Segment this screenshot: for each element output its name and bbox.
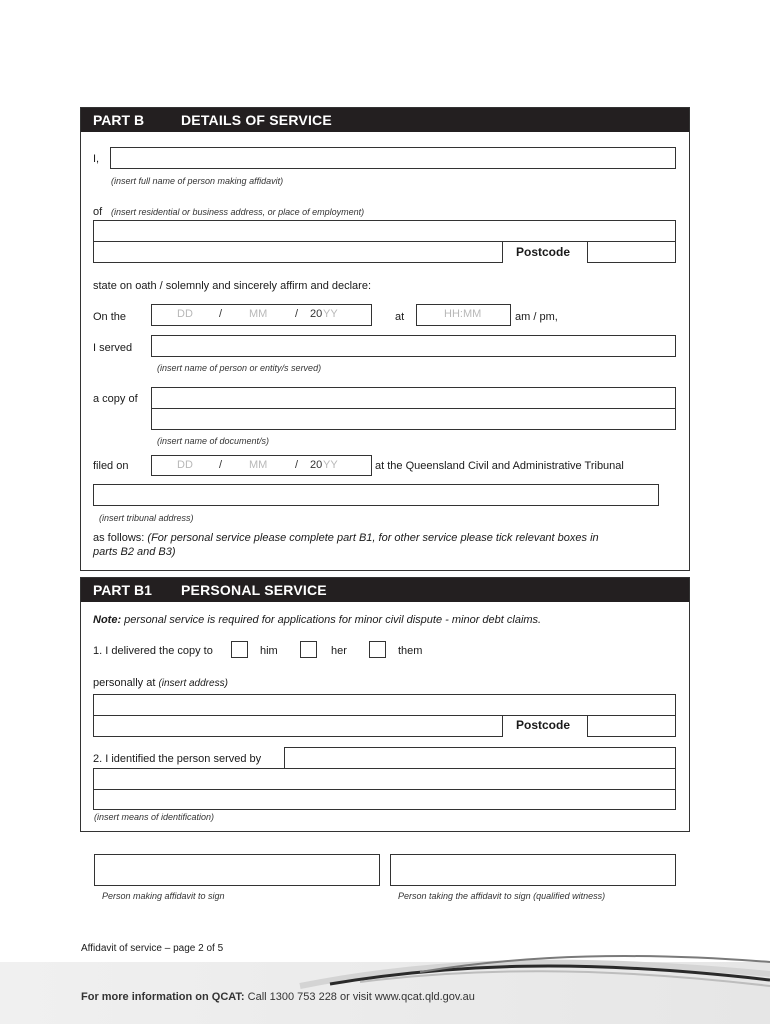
delivered-label: 1. I delivered the copy to: [93, 645, 213, 657]
personally-at-text: [93, 677, 228, 689]
address-hint: (insert residential or business address, or place of employment): [111, 207, 365, 217]
them-checkbox[interactable]: [369, 641, 386, 658]
address-line-2-field[interactable]: [93, 241, 503, 263]
i-label: I,: [93, 153, 100, 165]
full-name-field[interactable]: [110, 147, 676, 169]
footer-contact-info: [81, 991, 475, 1003]
full-name-hint: (insert full name of person making affidavit): [111, 176, 284, 186]
personal-postcode-label: Postcode: [516, 718, 571, 732]
witness-signature-field[interactable]: [390, 854, 676, 886]
as-follows-prefix: as follows:: [93, 532, 148, 544]
filed-on-label: filed on: [93, 460, 129, 472]
her-checkbox[interactable]: [300, 641, 317, 658]
served-label: I served: [93, 342, 133, 354]
footer-info-text: Call 1300 753 228 or visit www.qcat.qld.gov.au: [244, 991, 475, 1003]
filed-date-mm: MM: [249, 459, 268, 471]
note-body: personal service is required for applications for minor civil dispute - minor debt claims.: [121, 614, 542, 626]
note-label: Note:: [93, 614, 122, 626]
on-the-label: On the: [93, 311, 127, 323]
service-date-slash-1: /: [219, 308, 223, 320]
footer-wave-graphic: [0, 950, 770, 1024]
part-b-code: PART B: [93, 112, 145, 128]
service-date-dd: DD: [177, 308, 193, 320]
page-number-label: Affidavit of service – page 2 of 5: [81, 943, 224, 954]
witness-signature-caption: Person taking the affidavit to sign (qualified witness): [398, 891, 606, 901]
affiant-signature-field[interactable]: [94, 854, 380, 886]
postcode-label: Postcode: [516, 245, 571, 259]
service-date-slash-2: /: [295, 308, 299, 320]
him-checkbox[interactable]: [231, 641, 248, 658]
service-time-field[interactable]: [416, 304, 511, 326]
filed-date-slash-1: /: [219, 459, 223, 471]
service-date-yy: YY: [323, 308, 338, 320]
tribunal-address-hint: (insert tribunal address): [99, 513, 194, 523]
part-b-title: DETAILS OF SERVICE: [181, 112, 332, 128]
tribunal-text: at the Queensland Civil and Administrative Tribunal: [375, 460, 624, 472]
document-line-2-field[interactable]: [151, 408, 676, 430]
identified-label: 2. I identified the person served by: [93, 753, 262, 765]
identification-line-1-field[interactable]: [284, 747, 676, 769]
him-label: him: [260, 645, 278, 657]
tribunal-address-field[interactable]: [93, 484, 659, 506]
service-date-century: 20: [310, 308, 323, 320]
personally-at-label: personally at: [93, 677, 159, 689]
as-follows-line-2: parts B2 and B3): [93, 546, 176, 558]
footer-info-label: For more information on QCAT:: [81, 991, 245, 1003]
am-pm-label: am / pm,: [515, 311, 558, 323]
personal-address-line-2-field[interactable]: [93, 715, 503, 737]
served-party-hint: (insert name of person or entity/s served): [157, 363, 322, 373]
her-label: her: [331, 645, 347, 657]
filed-date-slash-2: /: [295, 459, 299, 471]
part-b-header: [81, 108, 689, 132]
document-line-1-field[interactable]: [151, 387, 676, 409]
address-line-1-field[interactable]: [93, 220, 676, 242]
copy-of-label: a copy of: [93, 393, 138, 405]
service-time-placeholder: HH:MM: [444, 308, 482, 320]
filed-date-dd: DD: [177, 459, 193, 471]
service-date-mm: MM: [249, 308, 268, 320]
as-follows-line-1: (For personal service please complete part B1, for other service please tick relevant boxes in: [147, 532, 599, 544]
served-party-field[interactable]: [151, 335, 676, 357]
filed-date-yy: YY: [323, 459, 338, 471]
part-b1-code: PART B1: [93, 582, 152, 598]
personal-postcode-field[interactable]: [587, 715, 676, 737]
as-follows-text: [93, 531, 673, 559]
identification-hint: (insert means of identification): [94, 812, 215, 822]
filed-date-century: 20: [310, 459, 323, 471]
at-label: at: [395, 311, 405, 323]
affiant-signature-caption: Person making affidavit to sign: [102, 891, 225, 901]
filed-date-field[interactable]: [151, 455, 372, 476]
identification-line-3-field[interactable]: [93, 789, 676, 810]
of-label: of: [93, 206, 103, 218]
personal-address-line-1-field[interactable]: [93, 694, 676, 716]
part-b1-title: PERSONAL SERVICE: [181, 582, 327, 598]
personally-at-hint: (insert address): [158, 678, 228, 689]
identification-line-2-field[interactable]: [93, 768, 676, 790]
part-b1-header: [81, 578, 689, 602]
oath-text: state on oath / solemnly and sincerely affirm and declare:: [93, 280, 372, 292]
document-hint: (insert name of document/s): [157, 436, 270, 446]
service-date-field[interactable]: [151, 304, 372, 326]
note-text: [93, 614, 541, 626]
them-label: them: [398, 645, 423, 657]
postcode-field[interactable]: [587, 241, 676, 263]
